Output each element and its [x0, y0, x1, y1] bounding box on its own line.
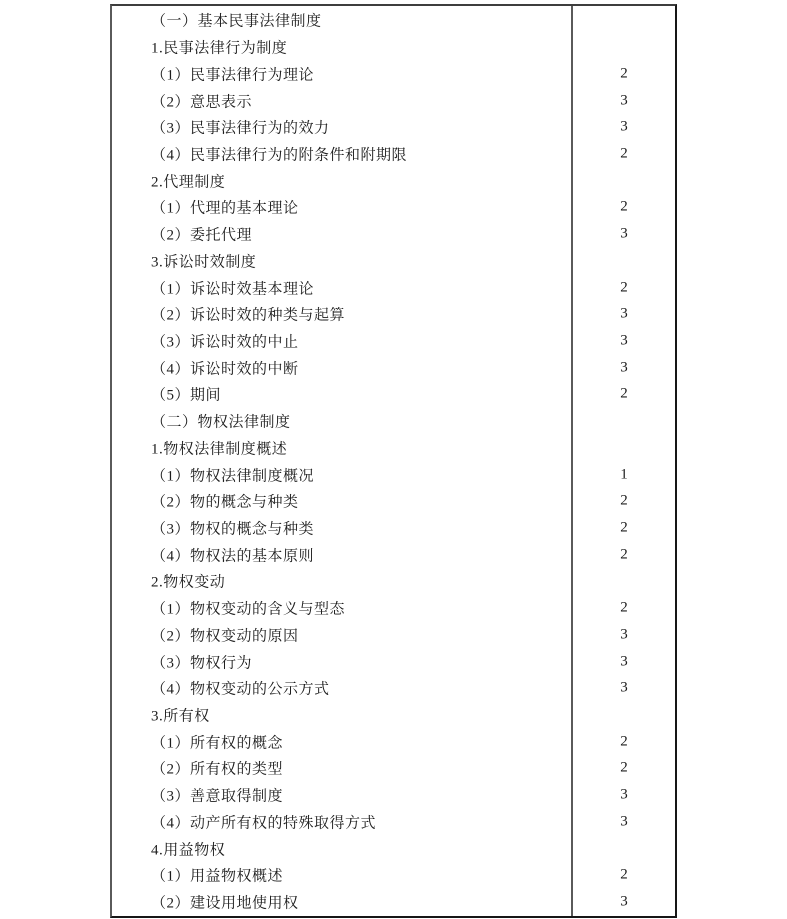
row-importance-value: 3 — [620, 893, 628, 910]
row-importance-value: 3 — [620, 92, 628, 109]
row-topic-label: （3）物权的概念与种类 — [151, 521, 315, 538]
table-row — [112, 274, 675, 301]
table-row — [112, 408, 675, 435]
row-topic-label: （4）动产所有权的特殊取得方式 — [151, 815, 377, 832]
row-topic-label: （4）物权法的基本原则 — [151, 548, 315, 565]
row-topic-label: （二）物权法律制度 — [151, 414, 291, 431]
table-row — [112, 194, 675, 221]
row-topic-label: 2.代理制度 — [151, 174, 226, 191]
table-row — [112, 622, 675, 649]
row-topic-label: （2）诉讼时效的种类与起算 — [151, 307, 346, 324]
row-importance-value: 3 — [620, 332, 628, 349]
row-importance-value: 2 — [620, 733, 628, 750]
row-importance-value: 2 — [620, 145, 628, 162]
table-row — [112, 515, 675, 542]
row-topic-label: （一）基本民事法律制度 — [151, 13, 322, 30]
row-importance-value: 2 — [620, 385, 628, 402]
table-row — [112, 648, 675, 675]
table-row — [112, 7, 675, 34]
table-row — [112, 141, 675, 168]
table-row — [112, 595, 675, 622]
table-row — [112, 301, 675, 328]
row-topic-label: （2）物的概念与种类 — [151, 494, 299, 511]
row-topic-label: （1）用益物权概述 — [151, 868, 284, 885]
row-topic-label: （3）善意取得制度 — [151, 788, 284, 805]
table-row — [112, 87, 675, 114]
row-importance-value: 3 — [620, 626, 628, 643]
row-importance-value: 3 — [620, 118, 628, 135]
row-importance-value: 2 — [620, 519, 628, 536]
row-importance-value: 2 — [620, 759, 628, 776]
row-topic-label: （2）委托代理 — [151, 227, 253, 244]
table-row — [112, 755, 675, 782]
row-topic-label: （4）物权变动的公示方式 — [151, 681, 330, 698]
row-topic-label: 3.诉讼时效制度 — [151, 254, 257, 271]
table-row — [112, 60, 675, 87]
row-topic-label: （3）诉讼时效的中止 — [151, 334, 299, 351]
table-row — [112, 354, 675, 381]
row-importance-value: 3 — [620, 305, 628, 322]
row-topic-label: （1）诉讼时效基本理论 — [151, 281, 315, 298]
row-importance-value: 3 — [620, 359, 628, 376]
table-row — [112, 782, 675, 809]
row-topic-label: （2）意思表示 — [151, 94, 253, 111]
table-row — [112, 702, 675, 729]
row-importance-value: 3 — [620, 653, 628, 670]
table-row — [112, 114, 675, 141]
table-row — [112, 889, 675, 916]
table-row — [112, 381, 675, 408]
table-row — [112, 809, 675, 836]
table-row — [112, 34, 675, 61]
row-importance-value: 3 — [620, 679, 628, 696]
row-topic-label: （5）期间 — [151, 387, 222, 404]
row-importance-value: 2 — [620, 546, 628, 563]
table-row — [112, 675, 675, 702]
row-topic-label: 3.所有权 — [151, 708, 210, 725]
row-importance-value: 2 — [620, 492, 628, 509]
row-topic-label: （3）民事法律行为的效力 — [151, 120, 330, 137]
row-topic-label: （1）民事法律行为理论 — [151, 67, 315, 84]
row-topic-label: （4）诉讼时效的中断 — [151, 361, 299, 378]
table-row — [112, 568, 675, 595]
table-row — [112, 835, 675, 862]
row-topic-label: （1）所有权的概念 — [151, 735, 284, 752]
row-importance-value: 3 — [620, 225, 628, 242]
row-topic-label: 2.物权变动 — [151, 574, 226, 591]
row-topic-label: （1）物权变动的含义与型态 — [151, 601, 346, 618]
table-row — [112, 167, 675, 194]
table-row — [112, 221, 675, 248]
row-importance-value: 1 — [620, 466, 628, 483]
table-row — [112, 328, 675, 355]
table-row — [112, 435, 675, 462]
row-topic-label: （1）物权法律制度概况 — [151, 468, 315, 485]
row-topic-label: （2）所有权的类型 — [151, 761, 284, 778]
row-importance-value: 2 — [620, 866, 628, 883]
row-importance-value: 2 — [620, 65, 628, 82]
table-row — [112, 541, 675, 568]
row-importance-value: 3 — [620, 786, 628, 803]
row-topic-label: 1.民事法律行为制度 — [151, 40, 288, 57]
table-row — [112, 488, 675, 515]
row-topic-label: 1.物权法律制度概述 — [151, 441, 288, 458]
row-topic-label: （1）代理的基本理论 — [151, 200, 299, 217]
table-row — [112, 728, 675, 755]
syllabus-table — [110, 4, 677, 918]
row-topic-label: 4.用益物权 — [151, 842, 226, 859]
table-row — [112, 461, 675, 488]
row-topic-label: （2）建设用地使用权 — [151, 895, 299, 912]
row-topic-label: （4）民事法律行为的附条件和附期限 — [151, 147, 408, 164]
row-topic-label: （3）物权行为 — [151, 655, 253, 672]
table-body — [112, 7, 675, 916]
row-importance-value: 2 — [620, 279, 628, 296]
table-row — [112, 862, 675, 889]
row-topic-label: （2）物权变动的原因 — [151, 628, 299, 645]
row-importance-value: 2 — [620, 599, 628, 616]
row-importance-value: 2 — [620, 198, 628, 215]
row-importance-value: 3 — [620, 813, 628, 830]
table-row — [112, 247, 675, 274]
